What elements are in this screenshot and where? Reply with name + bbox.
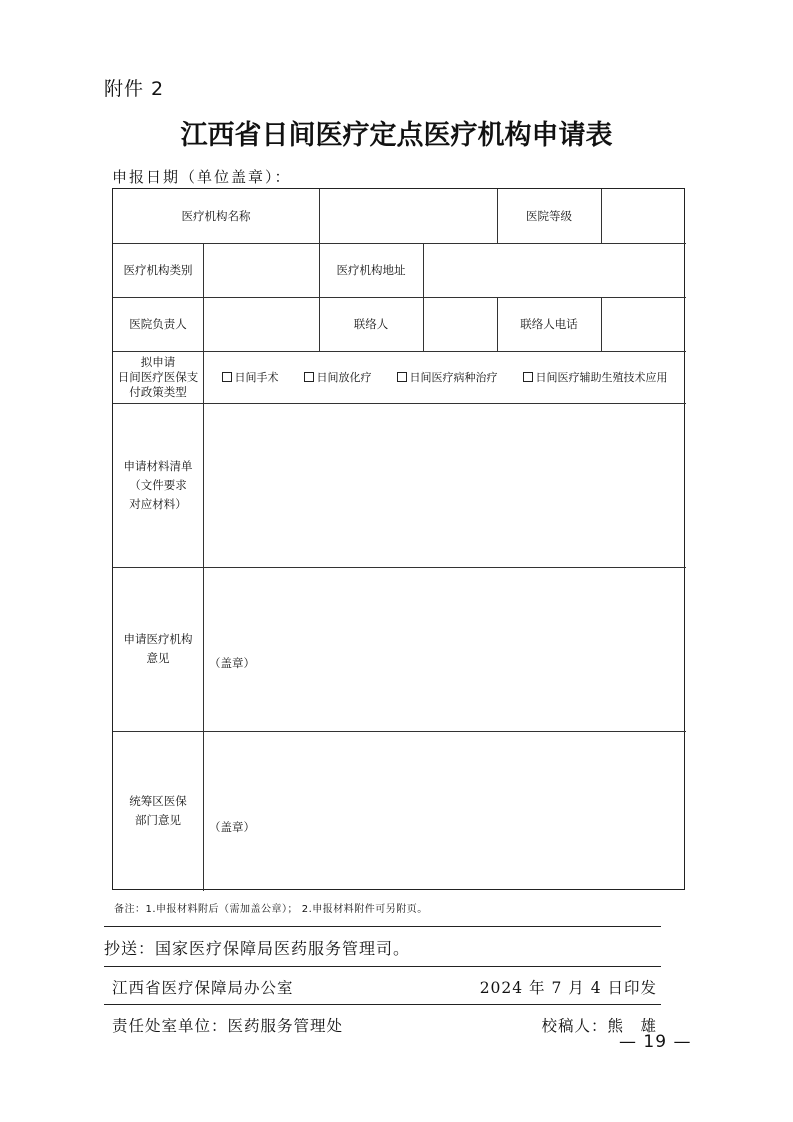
- option-day-disease-treatment[interactable]: [397, 369, 498, 385]
- option-label: 日间医疗病种治疗: [409, 371, 498, 384]
- page-number: — 19 —: [619, 1032, 692, 1052]
- insurance-seal-text: （盖章）: [209, 820, 255, 834]
- footer-divider: [104, 966, 661, 967]
- checkbox-icon[interactable]: [397, 372, 407, 382]
- institution-address-field[interactable]: [423, 243, 686, 297]
- institution-name-label: 医疗机构名称: [181, 208, 251, 223]
- institution-opinion-label: 申请医疗机构 意见: [123, 632, 193, 665]
- issuer-name: 江西省医疗保障局办公室: [112, 979, 294, 997]
- checkbox-icon[interactable]: [523, 372, 533, 382]
- hospital-grade-field[interactable]: [601, 189, 686, 243]
- policy-type-options: [203, 351, 686, 403]
- institution-address-label: 医疗机构地址: [336, 262, 406, 277]
- application-date-label: 申报日期（单位盖章）：: [112, 168, 292, 186]
- institution-category-field[interactable]: [203, 243, 319, 297]
- contact-person-label: 联络人: [353, 316, 389, 331]
- hospital-head-field[interactable]: [203, 297, 319, 351]
- institution-name-field[interactable]: [319, 189, 497, 243]
- footer-divider: [104, 1004, 661, 1005]
- issue-date: 2024 年 7 月 4 日印发: [479, 979, 657, 997]
- insurance-opinion-field[interactable]: [203, 731, 686, 891]
- option-day-surgery[interactable]: [222, 369, 279, 385]
- option-day-assisted-reproduction[interactable]: [523, 369, 668, 385]
- checkbox-icon[interactable]: [222, 372, 232, 382]
- option-label: 日间放化疗: [316, 371, 372, 384]
- responsibility-line: [112, 1014, 657, 1036]
- cc-line: 抄送：国家医疗保障局医药服务管理司。: [104, 939, 411, 958]
- checkbox-icon[interactable]: [304, 372, 314, 382]
- page-title: 江西省日间医疗定点医疗机构申请表: [180, 120, 613, 151]
- insurance-opinion-label: 统筹区医保 部门意见: [129, 794, 187, 827]
- materials-list-label: 申请材料清单 （文件要求 对应材料）: [123, 458, 193, 511]
- issuer-line: [112, 976, 657, 998]
- institution-seal-text: （盖章）: [209, 656, 255, 670]
- contact-phone-field[interactable]: [601, 297, 686, 351]
- proofreader: 校稿人：熊 雄: [541, 1017, 657, 1035]
- remarks-note: 备注：1.申报材料附后（需加盖公章）； 2.申报材料附件可另附页。: [114, 904, 428, 915]
- option-label: 日间医疗辅助生殖技术应用: [535, 371, 668, 384]
- application-form-table: [112, 188, 685, 890]
- responsible-unit: 责任处室单位：医药服务管理处: [112, 1017, 344, 1035]
- footer-divider: [104, 926, 661, 927]
- materials-list-field[interactable]: [203, 403, 686, 567]
- option-label: 日间手术: [234, 371, 279, 384]
- hospital-head-label: 医院负责人: [129, 316, 187, 331]
- attachment-label: 附件 2: [104, 78, 165, 100]
- hospital-grade-label: 医院等级: [526, 208, 572, 223]
- institution-opinion-field[interactable]: [203, 567, 686, 731]
- contact-person-field[interactable]: [423, 297, 497, 351]
- option-day-radiochemotherapy[interactable]: [304, 369, 372, 385]
- policy-type-label: 拟申请 日间医疗医保支 付政策类型: [117, 354, 199, 399]
- institution-category-label: 医疗机构类别: [123, 262, 193, 277]
- contact-phone-label: 联络人电话: [520, 316, 578, 331]
